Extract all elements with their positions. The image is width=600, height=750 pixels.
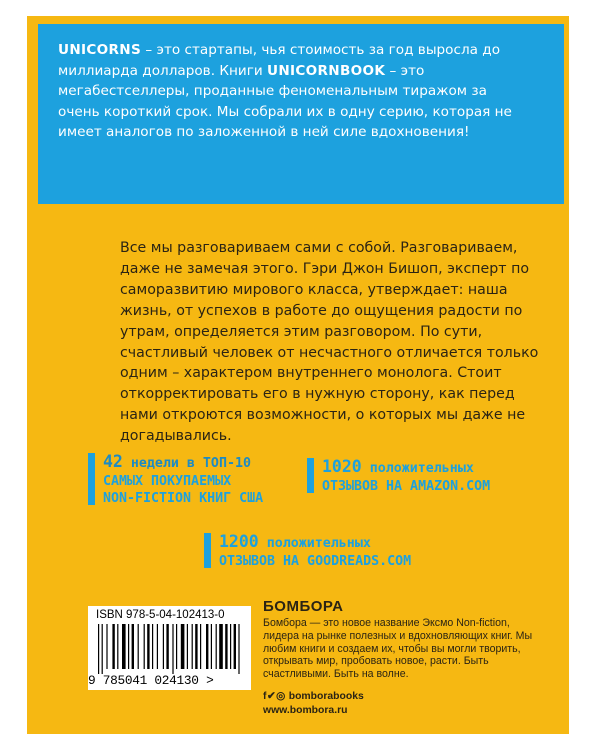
social-handle: bomborabooks bbox=[288, 690, 364, 702]
barcode-stripe bbox=[144, 624, 145, 669]
unicornbook-definition: – это мегабестселлеры, проданные феноменальным тиражом за очень короткий срок. Мы собрали их в одну серию, которая не имеет аналогов по заложенной в ней силе вдохновения! bbox=[58, 62, 512, 141]
stat-number: 42 bbox=[103, 452, 123, 471]
barcode-stripe bbox=[112, 624, 114, 669]
stat-bar bbox=[88, 453, 95, 505]
barcode-stripe bbox=[192, 624, 193, 669]
stat-number: 1200 bbox=[219, 532, 259, 551]
stat-number: 1020 bbox=[322, 457, 362, 476]
stat-line: положительных bbox=[361, 461, 474, 476]
barcode-stripe bbox=[122, 624, 126, 669]
barcode-stripe bbox=[172, 624, 173, 674]
unicornbook-term: UNICORNBOOK bbox=[267, 62, 386, 79]
barcode-stripe bbox=[128, 624, 129, 669]
stat-goodreads bbox=[204, 533, 411, 570]
stat-bar bbox=[204, 533, 211, 568]
barcode-stripe bbox=[216, 624, 217, 669]
barcode-stripe bbox=[187, 624, 188, 669]
barcode-stripe bbox=[98, 624, 99, 674]
barcode-stripe bbox=[238, 624, 239, 674]
stat-bar bbox=[307, 458, 314, 493]
barcode-stripe bbox=[147, 624, 149, 669]
publisher-description: Бомбора — это новое название Эксмо Non-fiction, лидера на рынке полезных и вдохновляющих книг. Мы любим книги и создаем их, чтобы вы могли творить, открывать мир, пробовать новое, расти. Быть счастливыми. Быть на волне. bbox=[263, 617, 533, 681]
barcode-stripe bbox=[219, 624, 223, 669]
stat-line: NON-FICTION КНИГ США bbox=[103, 491, 264, 506]
social-icons: f✔◎ bbox=[263, 690, 286, 702]
isbn-number: ISBN 978-5-04-102413-0 bbox=[96, 609, 225, 621]
barcode-stripe bbox=[157, 624, 158, 669]
barcode-digits: 9 785041 024130 > bbox=[88, 673, 214, 688]
stat-top10 bbox=[88, 453, 263, 508]
barcode-stripe bbox=[106, 624, 107, 669]
barcode-stripe bbox=[211, 624, 212, 669]
stat-line: ОТЗЫВОВ НА AMAZON.COM bbox=[322, 478, 491, 494]
unicorns-term: UNICORNS bbox=[58, 42, 142, 58]
barcode-stripe bbox=[225, 624, 227, 669]
barcode-stripe bbox=[102, 624, 103, 674]
barcode-stripe bbox=[206, 624, 208, 669]
barcode-stripe bbox=[181, 624, 185, 669]
book-description: Все мы разговариваем сами с собой. Разговариваем, даже не замечая этого. Гэри Джон Бишоп, эксперт по саморазвитию мирового класса, утверждает: наша жизнь, от успехов в работе до ощущения радости по утрам, определяется этим разговором. По сути, счастливый человек от несчастного отличается только одним – характером внутреннего монолога. Стоит откорректировать его в нужную сторону, как перед нами откроются возможности, о которых мы даже не догадывались. bbox=[120, 240, 539, 445]
barcode-stripe bbox=[138, 624, 139, 669]
barcode-stripe bbox=[200, 624, 201, 669]
barcode-stripe bbox=[166, 624, 168, 669]
stat-line: положительных bbox=[258, 536, 371, 551]
stat-line: ОТЗЫВОВ НА GOODREADS.COM bbox=[219, 553, 412, 569]
barcode-stripe bbox=[176, 624, 177, 669]
series-intro-text bbox=[58, 40, 518, 143]
stat-line: САМЫХ ПОКУПАЕМЫХ bbox=[103, 473, 232, 489]
barcode-stripe bbox=[230, 624, 231, 669]
stat-amazon bbox=[307, 458, 490, 495]
barcode-stripe bbox=[234, 624, 236, 669]
barcode-stripe bbox=[195, 624, 197, 669]
social-links bbox=[263, 690, 543, 704]
barcode-stripe bbox=[152, 624, 153, 669]
barcode-stripe bbox=[117, 624, 118, 669]
publisher-website: www.bombora.ru bbox=[263, 704, 348, 716]
barcode-stripe bbox=[163, 624, 164, 669]
barcode-icon bbox=[98, 624, 243, 674]
publisher-logo: БОМБОРА bbox=[263, 598, 344, 615]
isbn-barcode bbox=[88, 606, 251, 690]
publisher-block bbox=[263, 598, 543, 718]
stat-line: недели в ТОП-10 bbox=[122, 456, 251, 471]
unicorns-definition: – это стартапы, чья стоимость за год выросла до миллиарда долларов. Книги bbox=[58, 42, 501, 79]
barcode-stripe bbox=[132, 624, 134, 669]
